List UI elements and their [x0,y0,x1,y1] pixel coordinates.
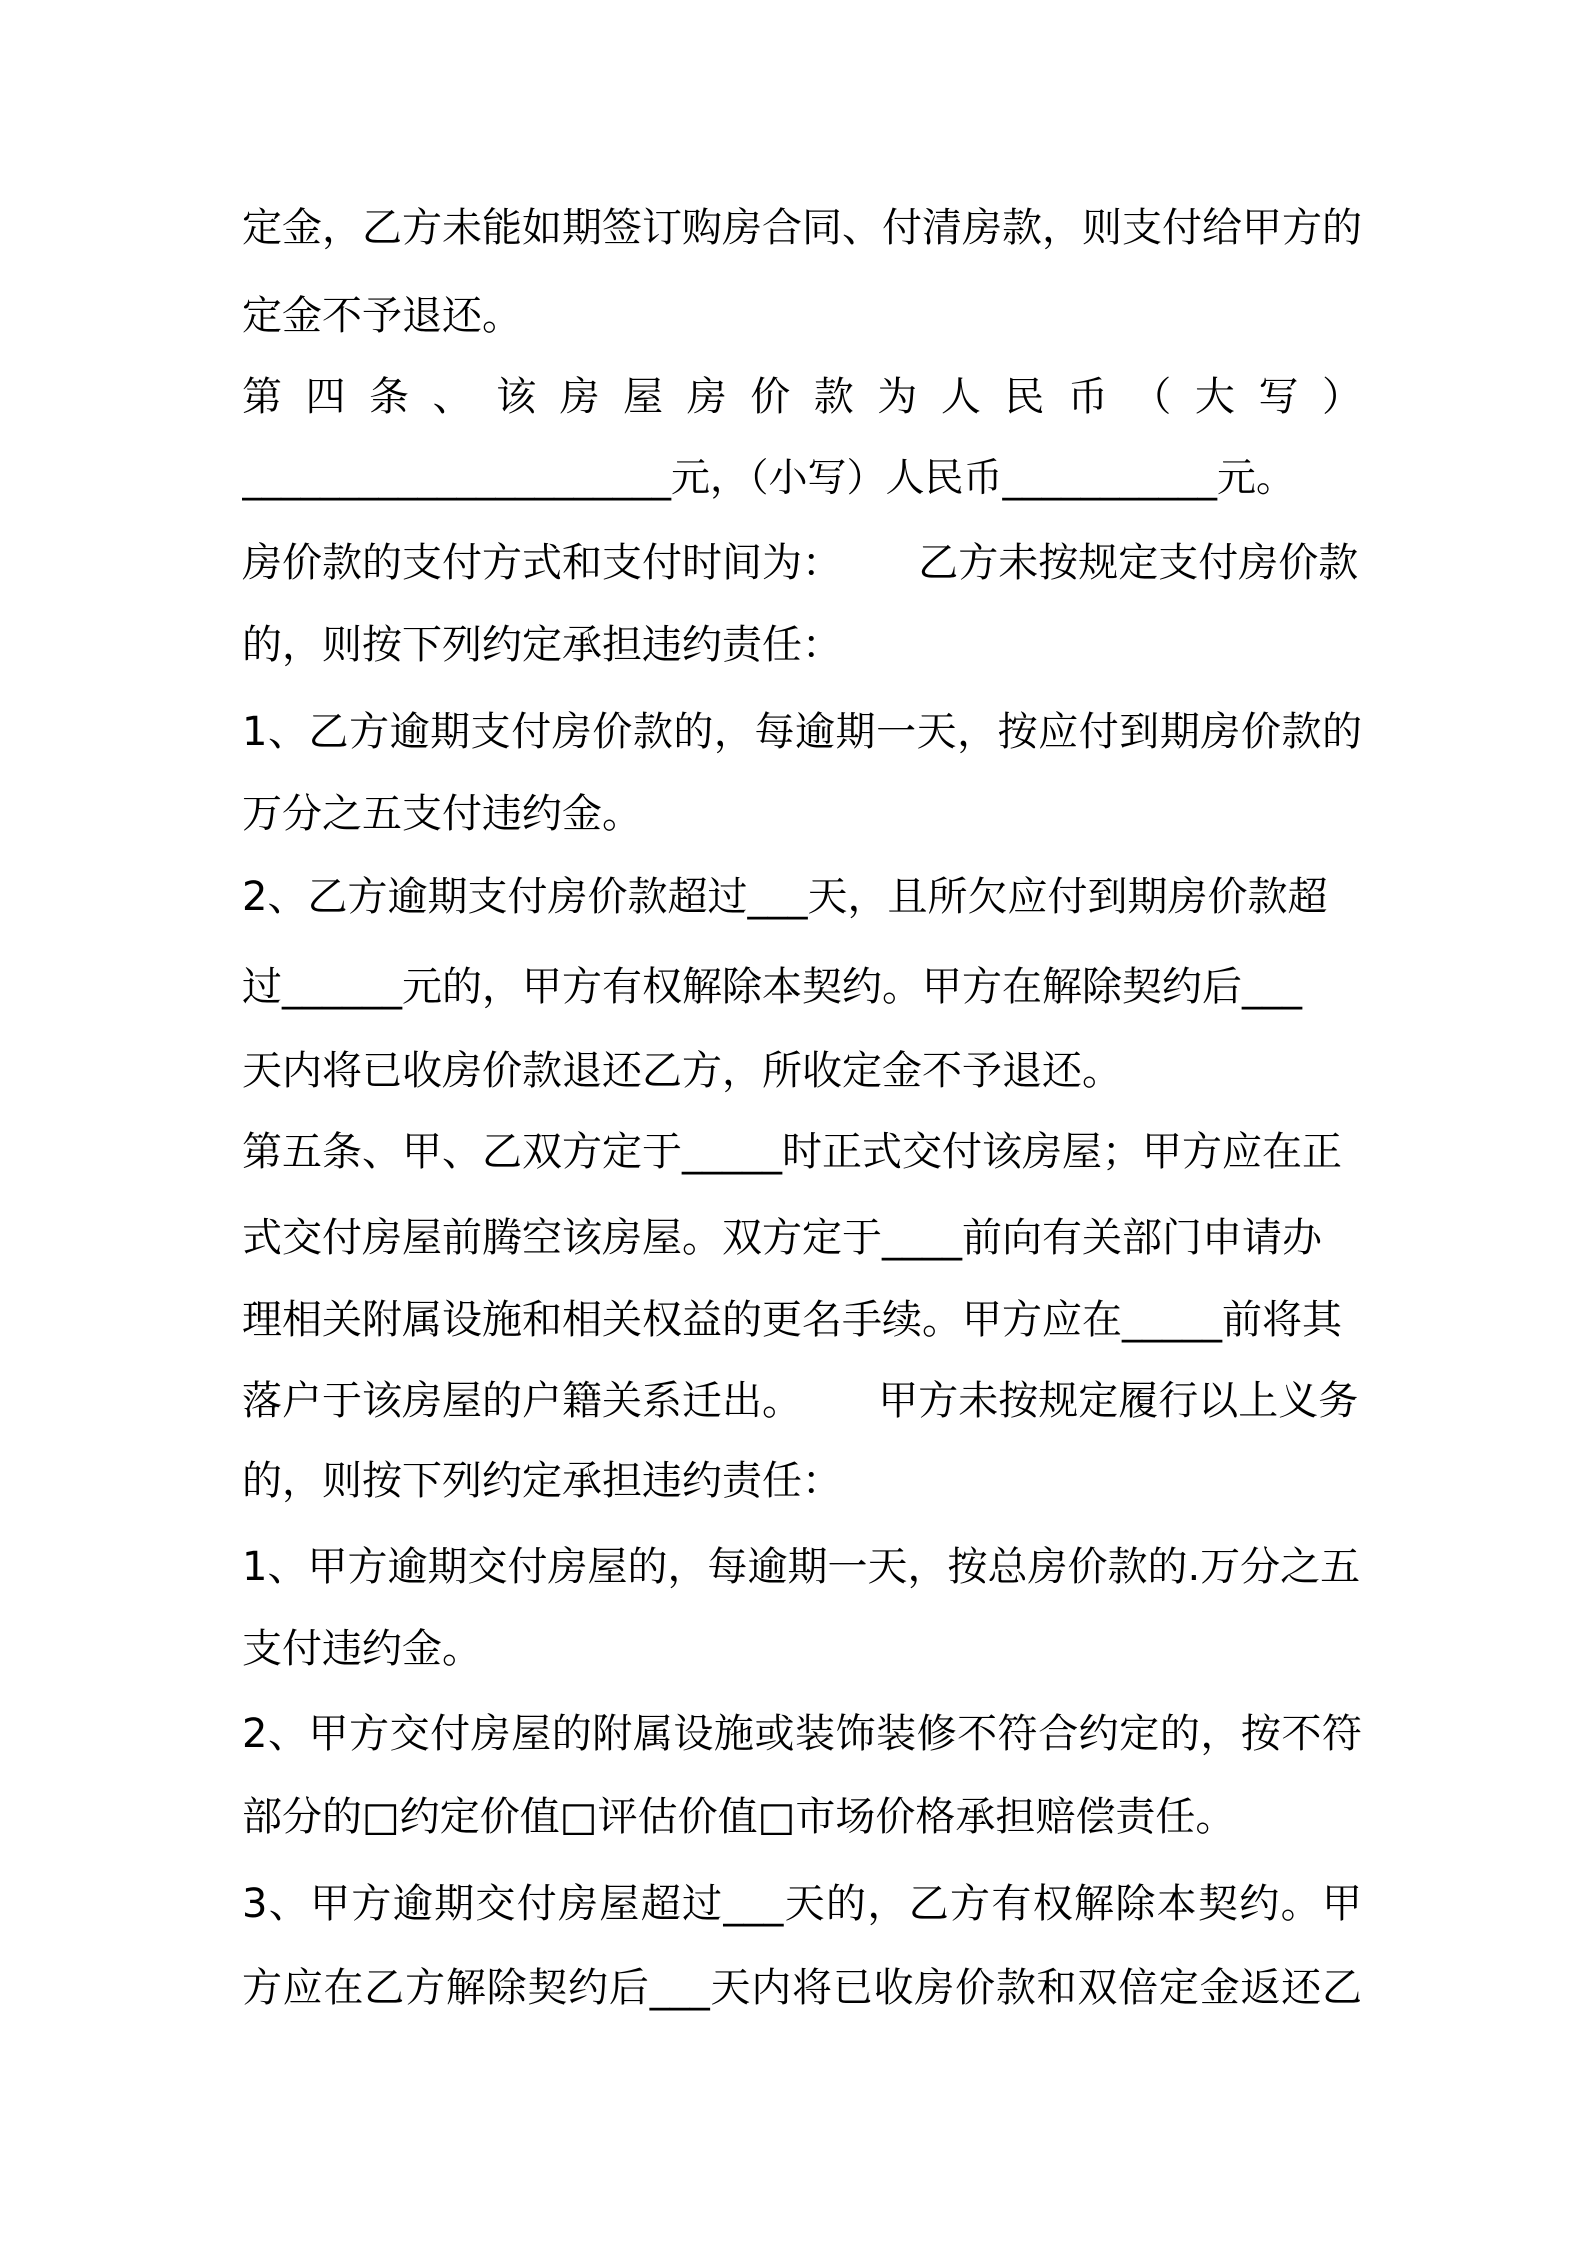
text-line: 式交付房屋前腾空该房屋。双方定于____前向有关部门申请办 [242,1215,1322,1261]
clause-item: 2、乙方逾期支付房价款超过___天，且所欠应付到期房价款超 [242,874,1328,920]
text-line: 房价款的支付方式和支付时间为： 乙方未按规定支付房价款 [242,540,1359,586]
text-line: 的，则按下列约定承担违约责任： [242,622,842,668]
text-line: 定金不予退还。 [242,293,522,339]
clause-item: 2、甲方交付房屋的附属设施或装饰装修不符合约定的，按不符 [242,1711,1362,1757]
text-line: 过______元的，甲方有权解除本契约。甲方在解除契约后___ [242,964,1302,1010]
clause-item: 1、乙方逾期支付房价款的，每逾期一天，按应付到期房价款的 [242,709,1362,755]
article-5-line: 第五条、甲、乙双方定于_____时正式交付该房屋；甲方应在正 [242,1129,1342,1175]
text-line: 方应在乙方解除契约后___天内将已收房价款和双倍定金返还乙 [242,1965,1362,2011]
text-line: 部分的□约定价值□评估价值□市场价格承担赔偿责任。 [242,1794,1236,1840]
text-line: 天内将已收房价款退还乙方，所收定金不予退还。 [242,1048,1122,1094]
price-blank-line: ______________________元，（小写）人民币___________元。 [242,456,1296,501]
text-line: 理相关附属设施和相关权益的更名手续。甲方应在_____前将其 [242,1297,1342,1343]
clause-item: 1、甲方逾期交付房屋的，每逾期一天，按总房价款的.万分之五 [242,1544,1361,1590]
text-line: 落户于该房屋的户籍关系迁出。 甲方未按规定履行以上义务 [242,1378,1359,1424]
article-4-heading: 第 四 条 、 该 房 屋 房 价 款 为 人 民 币 （ 大 写 ） [242,374,1362,420]
clause-item: 3、甲方逾期交付房屋超过___天的，乙方有权解除本契约。甲 [242,1881,1362,1927]
text-line: 支付违约金。 [242,1626,482,1672]
text-line: 的，则按下列约定承担违约责任： [242,1458,842,1504]
text-line: 万分之五支付违约金。 [242,791,642,837]
text-line: 定金，乙方未能如期签订购房合同、付清房款，则支付给甲方的 [242,205,1362,251]
